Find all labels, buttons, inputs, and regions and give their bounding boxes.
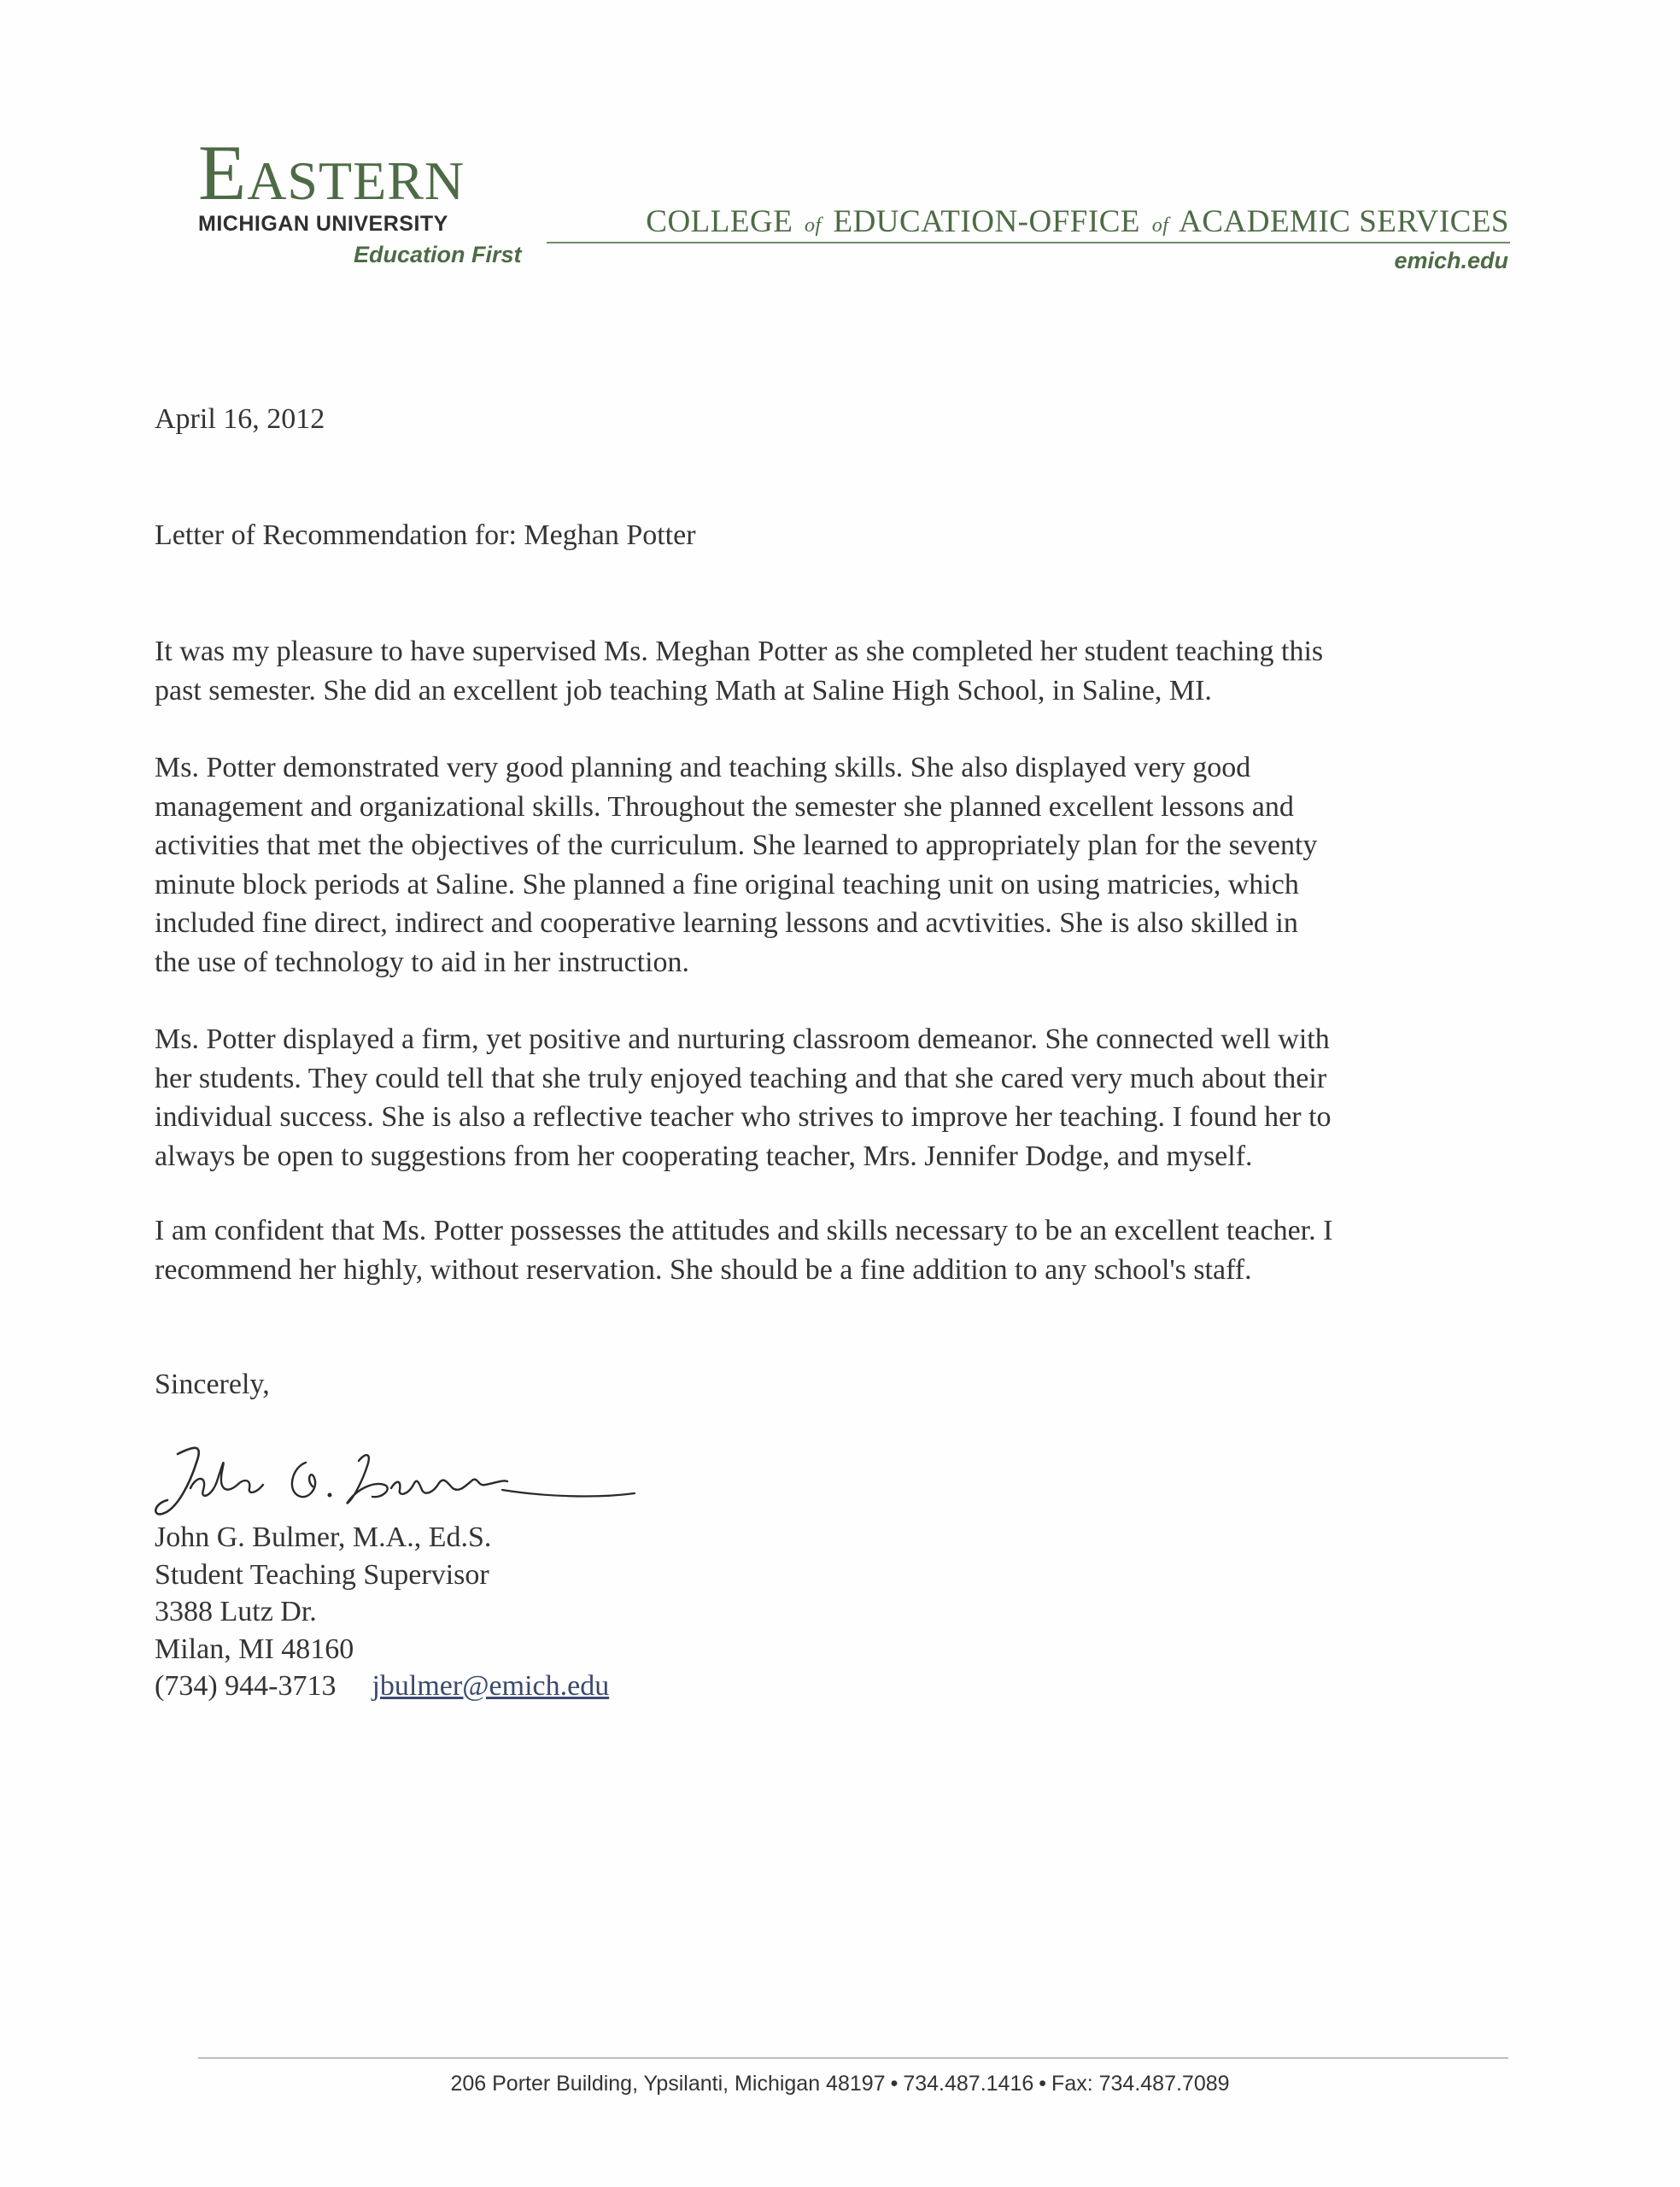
signatory-block xyxy=(155,1519,609,1705)
dept-part-academic: ACADEMIC SERVICES xyxy=(1179,204,1509,239)
signatory-title: Student Teaching Supervisor xyxy=(155,1558,489,1591)
paragraph-text: Ms. Potter demonstrated very good planning and teaching skills. She also displayed very good management and organizational skills. Throughout the semester she planned excellent lessons and activities that met the objectives of the curriculum. She learned to appropriately plan for the seventy minute block periods at Saline. She planned a fine original teaching unit on using matricies, which included fine direct, indirect and cooperative learning lessons and acvtivities. She is also skilled in the use of technology to aid in her instruction. xyxy=(155,752,1318,978)
dept-part-college: COLLEGE xyxy=(646,204,793,239)
footer-address: 206 Porter Building, Ypsilanti, Michigan 48197 xyxy=(450,2072,886,2096)
footer-separator: • xyxy=(890,2072,899,2096)
logo-tagline: Education First xyxy=(354,242,522,267)
footer-separator: • xyxy=(1039,2072,1047,2096)
footer-divider xyxy=(198,2057,1508,2059)
signatory-contact xyxy=(155,1668,609,1705)
letter-date: April 16, 2012 xyxy=(155,403,325,435)
dept-of-2: of xyxy=(1151,214,1169,237)
website-url: emich.edu xyxy=(1394,248,1508,273)
footer-phone: 734.487.1416 xyxy=(903,2072,1034,2096)
body-paragraph xyxy=(155,1211,1521,1289)
department-name xyxy=(646,203,1509,240)
signatory-street: 3388 Lutz Dr. xyxy=(155,1596,317,1627)
handwritten-signature xyxy=(143,1428,656,1522)
university-logo xyxy=(198,129,540,268)
letterhead-divider xyxy=(547,242,1510,243)
logo-wordmark: Eastern xyxy=(198,129,465,216)
body-paragraph xyxy=(155,632,1521,710)
dept-part-education: EDUCATION-OFFICE xyxy=(833,204,1140,239)
body-paragraph xyxy=(155,748,1521,982)
dept-of-1: of xyxy=(805,214,822,237)
footer-fax: Fax: 734.487.7089 xyxy=(1051,2072,1230,2096)
body-paragraph xyxy=(155,1020,1521,1176)
logo-subtitle: MICHIGAN UNIVERSITY xyxy=(198,212,448,236)
paragraph-text: Ms. Potter displayed a firm, yet positive and nurturing classroom demeanor. She connected well with her students. They could tell that she truly enjoyed teaching and that she cared very much about their individual success. She is also a reflective teacher who strives to improve her teaching. I found her to always be open to suggestions from her cooperating teacher, Mrs. Jennifer Dodge, and myself. xyxy=(155,1023,1332,1172)
letter-subject: Letter of Recommendation for: Meghan Potter xyxy=(155,519,696,551)
signatory-email-link[interactable]: jbulmer@emich.edu xyxy=(372,1670,610,1702)
footer-address-line xyxy=(0,2072,1680,2096)
paragraph-text: I am confident that Ms. Potter possesses the attitudes and skills necessary to be an excellent teacher. I recommend her highly, without reservation. She should be a fine addition to any school's staff. xyxy=(155,1215,1333,1286)
signatory-city: Milan, MI 48160 xyxy=(155,1633,354,1665)
signatory-phone: (734) 944-3713 xyxy=(155,1670,337,1702)
signatory-name: John G. Bulmer, M.A., Ed.S. xyxy=(155,1522,492,1553)
letter-closing: Sincerely, xyxy=(155,1369,270,1400)
paragraph-text: It was my pleasure to have supervised Ms. Meghan Potter as she completed her student teaching this past semester. She did an excellent job teaching Math at Saline High School, in Saline, MI. xyxy=(155,636,1324,707)
